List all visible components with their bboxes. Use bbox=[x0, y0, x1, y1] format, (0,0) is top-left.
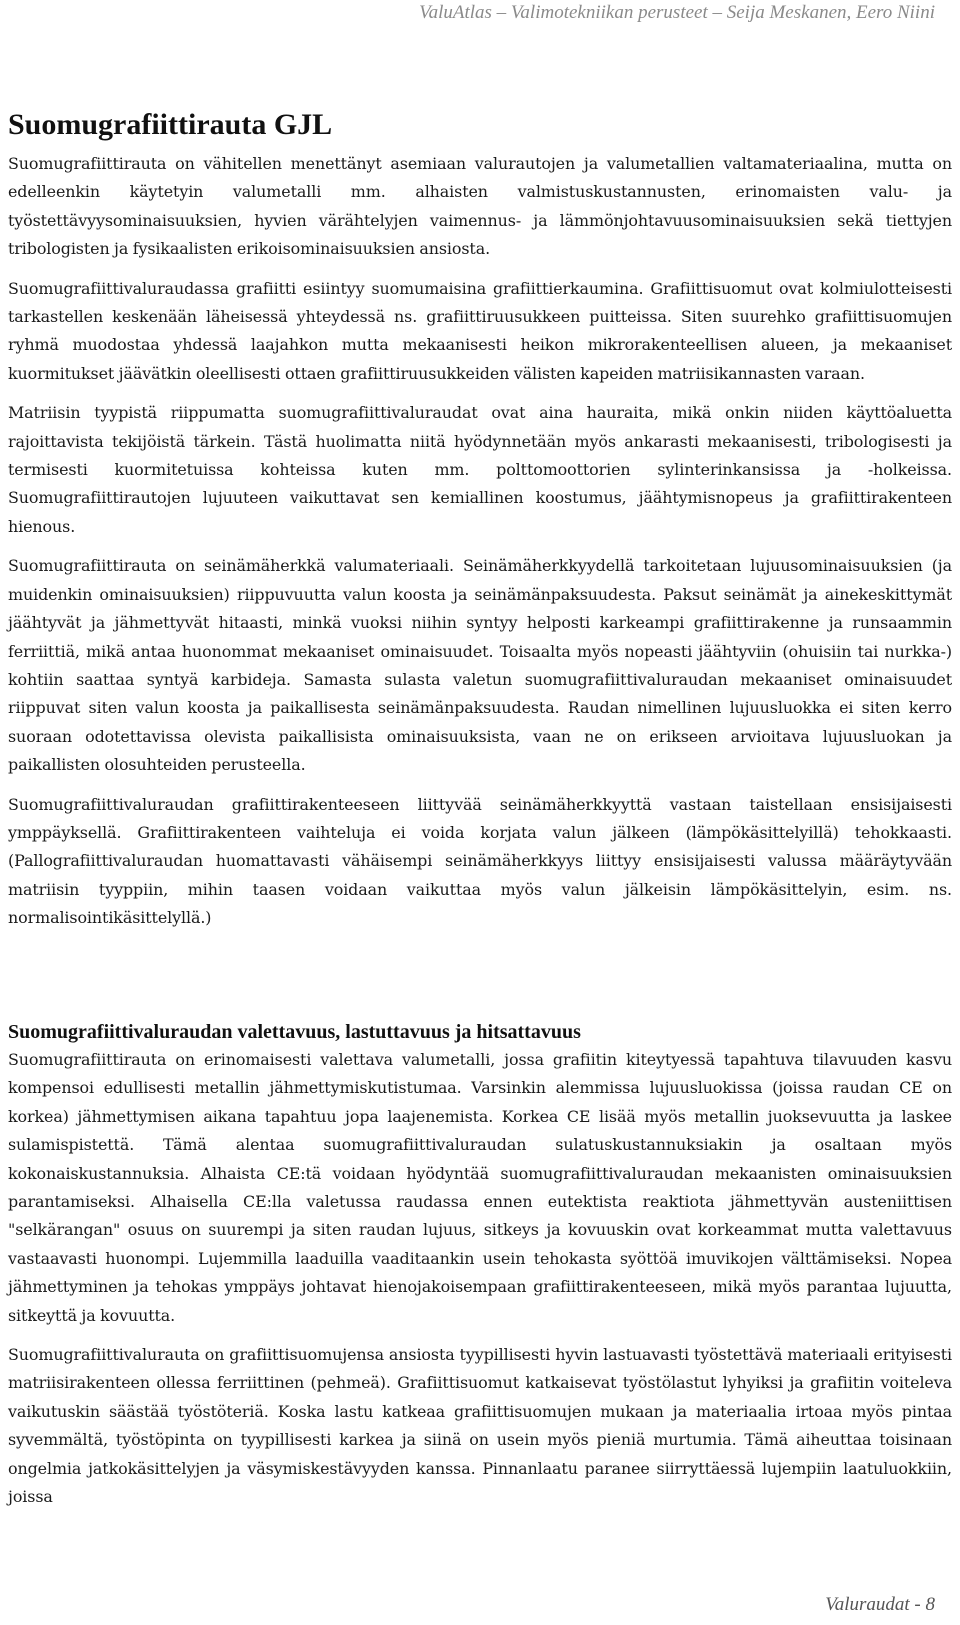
paragraph: Suomugrafiittivaluraudassa grafiitti esiintyy suomumaisina grafiittierkaumina. Grafiittisuomut ovat kolmiulotteisesti tarkastellen keskenään läheisessä yhteydessä ns. grafiittiruusukkeen puitteissa. Siten suurehko grafiittisuomujen ryhmä muodostaa yhdessä laajahkon mutta mekaanisesti heikon mikrorakenteellisen alueen, ja mekaaniset kuormitukset jäävätkin oleellisesti ottaen grafiittiruusukkeiden välisten kapeiden matriisikannasten varaan. bbox=[8, 278, 952, 383]
paragraph: Suomugrafiittirauta on vähitellen menettänyt asemiaan valurautojen ja valumetallien valtamateriaalina, mutta on edelleenkin käytetyin valumetalli mm. alhaisten valmistuskustannusten, erinomaisten valu- ja työstettävyysominaisuuksien, hyvien värähtelyjen vaimennus- ja lämmönjohtavuusominaisuuksien sekä tiettyjen tribologisten ja fysikaalisten erikoisominaisuuksien ansiosta. bbox=[8, 154, 952, 259]
paragraph: Suomugrafiittivaluraudan grafiittirakenteeseen liittyvää seinämäherkkyyttä vastaan taistellaan ensisijaisesti ymppäyksellä. Grafiittirakenteen vaihteluja ei voida korjata valun jälkeen (lämpökäsittelyillä) tehokkaasti. (Pallografiittivaluraudan huomattavasti vähäisempi seinämäherkkyys liittyy ensisijaisesti valussa määräytyvään matriisin tyyppiin, mihin taasen voidaan vaikuttaa myös valun jälkeisin lämpökäsittelyin, esim. ns. normalisointikäsittelyllä.) bbox=[8, 794, 952, 928]
section-castability-machinability bbox=[8, 1018, 952, 1512]
page-title: Suomugrafiittirauta GJL bbox=[8, 108, 333, 141]
paragraph: Matriisin tyypistä riippumatta suomugrafiittivaluraudat ovat aina hauraita, mikä onkin niiden käyttöaluetta rajoittavista tekijöistä tärkein. Tästä huolimatta niitä hyödynnetään myös ankarasti mekaanisesti, tribologisesti ja termisesti kuormitetuissa kohteissa kuten mm. polttomoottorien sylinterinkansissa ja -holkeissa. Suomugrafiittirautojen lujuuteen vaikuttavat sen kemiallinen koostumus, jäähtymisnopeus ja grafiittirakenteen hienous. bbox=[8, 403, 952, 536]
page-footer: Valuraudat - 8 bbox=[825, 1594, 935, 1615]
paragraph: Suomugrafiittivalurauta on grafiittisuomujensa ansiosta tyypillisesti hyvin lastuavasti työstettävä materiaali erityisesti matriisirakenteen ollessa ferriittinen (pehmeä). Grafiittisuomut katkaisevat työstölastut lyhyiksi ja grafiitin voiteleva vaikutuskin säästää työstöteriä. Koska lastu katkeaa grafiittisuomujen mukaan ja materiaalia irtoaa myös pintaa syvemmältä, työstöpinta on tyypillisesti karkea ja siinä on usein myös pieniä murtumia. Tämä aiheuttaa toisinaan ongelmia jatkokäsittelyjen ja väsymiskestävyyden kanssa. Pinnanlaatu paranee siirryttäessä lujempiin laatuluokkiin, joissa bbox=[8, 1345, 952, 1507]
running-header: ValuAtlas – Valimotekniikan perusteet – Seija Meskanen, Eero Niini bbox=[419, 2, 935, 23]
paragraph: Suomugrafiittirauta on erinomaisesti valettava valumetalli, jossa grafiitin kiteytyessä tapahtuva tilavuuden kasvu kompensoi edullisesti metallin jähmettymiskutistumaa. Varsinkin alemmissa lujuusluokissa (joissa raudan CE on korkea) jähmettymisen aikana tapahtuu jopa laajenemista. Korkea CE lisää myös metallin juoksevuutta ja laskee sulamispistettä. Tämä alentaa suomugrafiittivaluraudan sulatuskustannuksiakin ja osaltaan myös kokonaiskustannuksia. Alhaista CE:tä voidaan hyödyntää suomugrafiittivaluraudan mekaanisten ominaisuuksien parantamiseksi. Alhaisella CE:lla valetussa raudassa ennen eutektista reaktiota jähmettyvän austeniittisen "selkärangan" osuus on suurempi ja siten raudan lujuus, sitkeys ja kovuuskin ovat korkeammat mutta valettavuus vastaavasti huonompi. Lujemmilla laaduilla vaaditaankin usein tehokasta syöttöä imuvikojen välttämiseksi. Nopea jähmettyminen ja tehokas ymppäys johtavat hienojakoisempaan grafiittirakenteeseen, mikä myös parantaa lujuutta, sitkeyttä ja kovuutta. bbox=[8, 1050, 952, 1325]
paragraph: Suomugrafiittirauta on seinämäherkkä valumateriaali. Seinämäherkkyydellä tarkoitetaan lujuusominaisuuksien (ja muidenkin ominaisuuksien) riippuvuutta valun koosta ja seinämänpaksuudesta. Paksut seinämät ja ainekeskittymät jäähtyvät ja jähmettyvät hitaasti, minkä vuoksi niihin syntyy helposti karkeampi grafiittirakenne ja runsaammin ferriittiä, mikä antaa huonommat mekaaniset ominaisuudet. Toisaalta myös nopeasti jäähtyviin (ohuisiin tai nurkka-) kohtiin saattaa syntyä karbideja. Samasta sulasta valetun suomugrafiittivaluraudan mekaaniset ominaisuudet riippuvat siten valun koosta ja paikallisesta seinämänpaksuudesta. Raudan nimellinen lujuusluokka ei siten kerro suoraan odotettavissa olevista paikallisista ominaisuuksista, vaan ne on erikseen arvioitava lujuusluokan ja paikallisten olosuhteiden perusteella. bbox=[8, 556, 952, 775]
section-gjl-intro bbox=[8, 150, 952, 933]
section-heading: Suomugrafiittivaluraudan valettavuus, lastuttavuus ja hitsattavuus bbox=[8, 1021, 581, 1043]
